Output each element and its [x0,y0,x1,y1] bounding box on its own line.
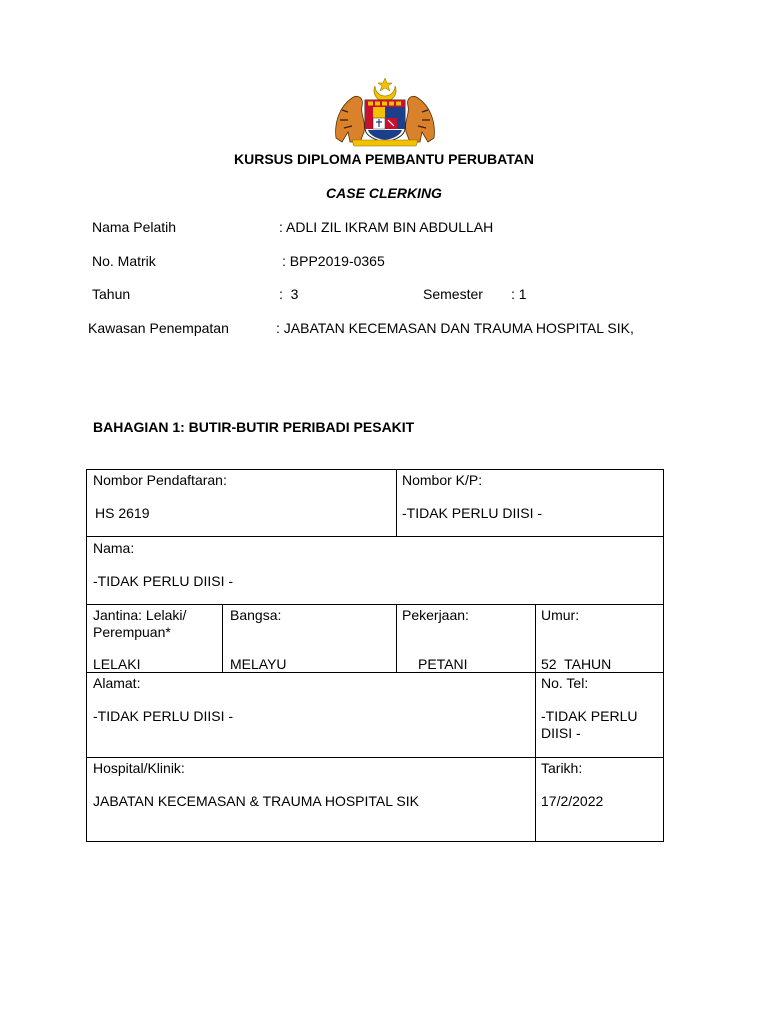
registration-number-label: Nombor Pendaftaran: [93,472,227,488]
age-label: Umur: [541,607,580,623]
age-cell [535,604,664,673]
semester-label: Semester [423,286,483,302]
trainee-name-label: Nama Pelatih [92,219,177,235]
patient-name-label: Nama: [93,540,135,556]
race-cell [222,604,397,673]
patient-name-value: -TIDAK PERLU DIISI - [93,573,234,589]
course-title: KURSUS DIPLOMA PEMBANTU PERUBATAN [234,151,534,167]
year-value: : 3 [279,286,299,302]
phone-value-line2: DIISI - [541,725,581,741]
hospital-cell [86,757,536,842]
ic-number-cell [396,469,664,537]
age-value: 52 TAHUN [541,656,612,672]
trainee-name-value: : ADLI ZIL IKRAM BIN ABDULLAH [279,219,494,235]
date-value: 17/2/2022 [541,793,604,809]
occupation-value: PETANI [418,656,468,672]
race-value: MELAYU [230,656,287,672]
matric-label: No. Matrik [92,253,156,269]
coat-of-arms-logo [330,76,440,148]
phone-label: No. Tel: [541,675,589,691]
gender-label-line2: Perempuan* [93,624,171,640]
year-label: Tahun [92,286,131,302]
address-label: Alamat: [93,675,141,691]
ic-number-value: -TIDAK PERLU DIISI - [402,505,543,521]
gender-label-line1: Jantina: Lelaki/ [93,607,187,623]
race-label: Bangsa: [230,607,282,623]
occupation-cell [396,604,536,673]
registration-number-value: HS 2619 [95,505,150,521]
date-cell [535,757,664,842]
address-cell [86,672,536,758]
patient-details-table [86,469,664,842]
placement-value: : JABATAN KECEMASAN DAN TRAUMA HOSPITAL SIK, [276,320,634,336]
patient-name-cell [86,536,664,605]
date-label: Tarikh: [541,760,583,776]
address-value: -TIDAK PERLU DIISI - [93,708,234,724]
phone-cell [535,672,664,758]
gender-value: LELAKI [93,656,141,672]
gender-cell [86,604,223,673]
hospital-value: JABATAN KECEMASAN & TRAUMA HOSPITAL SIK [93,793,419,809]
document-title: CASE CLERKING [326,185,442,201]
registration-number-cell [86,469,397,537]
placement-label: Kawasan Penempatan [88,320,229,336]
ic-number-label: Nombor K/P: [402,472,483,488]
semester-value: : 1 [511,286,527,302]
hospital-label: Hospital/Klinik: [93,760,185,776]
occupation-label: Pekerjaan: [402,607,469,623]
matric-value: : BPP2019-0365 [282,253,385,269]
phone-value-line1: -TIDAK PERLU [541,708,638,724]
section-heading: BAHAGIAN 1: BUTIR-BUTIR PERIBADI PESAKIT [93,419,415,435]
